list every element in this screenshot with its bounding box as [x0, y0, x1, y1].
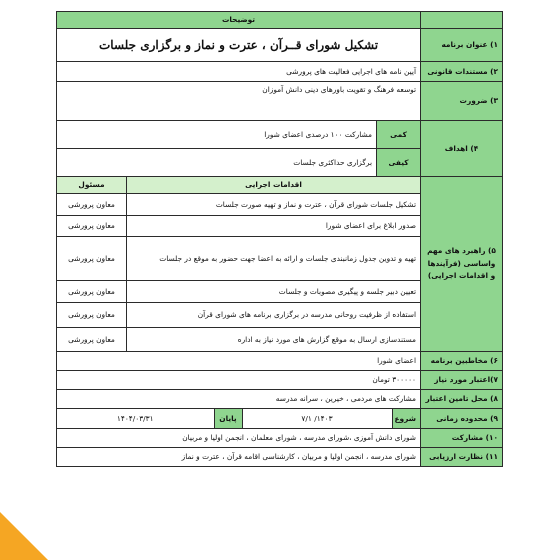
action-item: تشکیل جلسات شورای قرآن ، عترت و نماز و تهیه صورت جلسات — [127, 194, 421, 216]
program-table — [56, 11, 503, 467]
value-title — [57, 29, 421, 62]
action-item: استفاده از ظرفیت روحانی مدرسه در برگزاری برنامه های شورای قرآن — [127, 303, 421, 328]
start-label: شروع — [392, 409, 420, 428]
action-item: صدور ابلاغ برای اعضای شورا — [127, 216, 421, 237]
label-participation: ۱۰) مشارکت — [421, 429, 503, 448]
label-audience: ۶) مخاطبین برنامه — [421, 352, 503, 371]
corner-cell — [421, 12, 503, 29]
label-strategies: ۵) راهبرد های مهم واساسی (فرآیندها و اقدامات اجرایی) — [421, 177, 503, 352]
label-funding: ۸) محل تامین اعتبار — [421, 390, 503, 409]
value-qualitative: برگزاری حداکثری جلسات — [57, 149, 377, 177]
actions-header: اقدامات اجرایی — [127, 177, 421, 194]
header-title: توضیحات — [57, 12, 421, 29]
action-item: مستندسازی ارسال به موقع گزارش های مورد نیاز به اداره — [127, 328, 421, 352]
owner-header: مسئول — [57, 177, 127, 194]
owner-item: معاون پرورشی — [57, 237, 127, 281]
label-necessity: ۳) ضرورت — [421, 82, 503, 121]
owner-item: معاون پرورشی — [57, 194, 127, 216]
owner-item: معاون پرورشی — [57, 216, 127, 237]
label-title: ۱) عنوان برنامه — [421, 29, 503, 62]
value-legal: آیین نامه های اجرایی فعالیت های پرورشی — [57, 62, 421, 82]
start-date: ۱۴۰۳/ ۷/۱ — [242, 409, 392, 428]
owner-item: معاون پرورشی — [57, 281, 127, 303]
corner-decoration — [0, 512, 48, 560]
program-title: تشکیل شورای قــرآن ، عترت و نماز و برگزاری جلسات — [98, 37, 379, 52]
label-budget: ۷)اعتبار مورد نیاز — [421, 371, 503, 390]
label-goals: ۴) اهداف — [421, 121, 503, 177]
owner-item: معاون پرورشی — [57, 328, 127, 352]
end-label: پایان — [214, 409, 242, 428]
label-evaluation: ۱۱) نظارت ارزیابی — [421, 448, 503, 467]
value-evaluation: شورای مدرسه ، انجمن اولیا و مربیان ، کارشناسی اقامه قرآن ، عترت و نماز — [57, 448, 421, 467]
value-quantitative: مشارکت ۱۰۰ درصدی اعضای شورا — [57, 121, 377, 149]
label-timeframe: ۹) محدوده زمانی — [421, 409, 503, 429]
value-funding: مشارکت های مردمی ، خیرین ، سرانه مدرسه — [57, 390, 421, 409]
value-necessity: توسعه فرهنگ و تقویت باورهای دینی دانش آموزان — [57, 82, 421, 121]
value-audience: اعضای شورا — [57, 352, 421, 371]
value-budget: ۳۰۰۰۰۰ تومان — [57, 371, 421, 390]
value-timeframe — [57, 409, 421, 429]
value-participation: شورای دانش آموزی ،شورای مدرسه ، شورای معلمان ، انجمن اولیا و مربیان — [57, 429, 421, 448]
action-item: تعیین دبیر جلسه و پیگیری مصوبات و جلسات — [127, 281, 421, 303]
action-item: تهیه و تدوین جدول زمانبندی جلسات و ارائه به اعضا جهت حضور به موقع در جلسات — [127, 237, 421, 281]
owner-item: معاون پرورشی — [57, 303, 127, 328]
timeframe-grid — [57, 409, 420, 428]
label-quantitative: کمی — [377, 121, 421, 149]
label-legal: ۲) مستندات قانونی — [421, 62, 503, 82]
end-date: ۱۴۰۴/۰۳/۳۱ — [116, 413, 154, 423]
label-qualitative: کیفی — [377, 149, 421, 177]
